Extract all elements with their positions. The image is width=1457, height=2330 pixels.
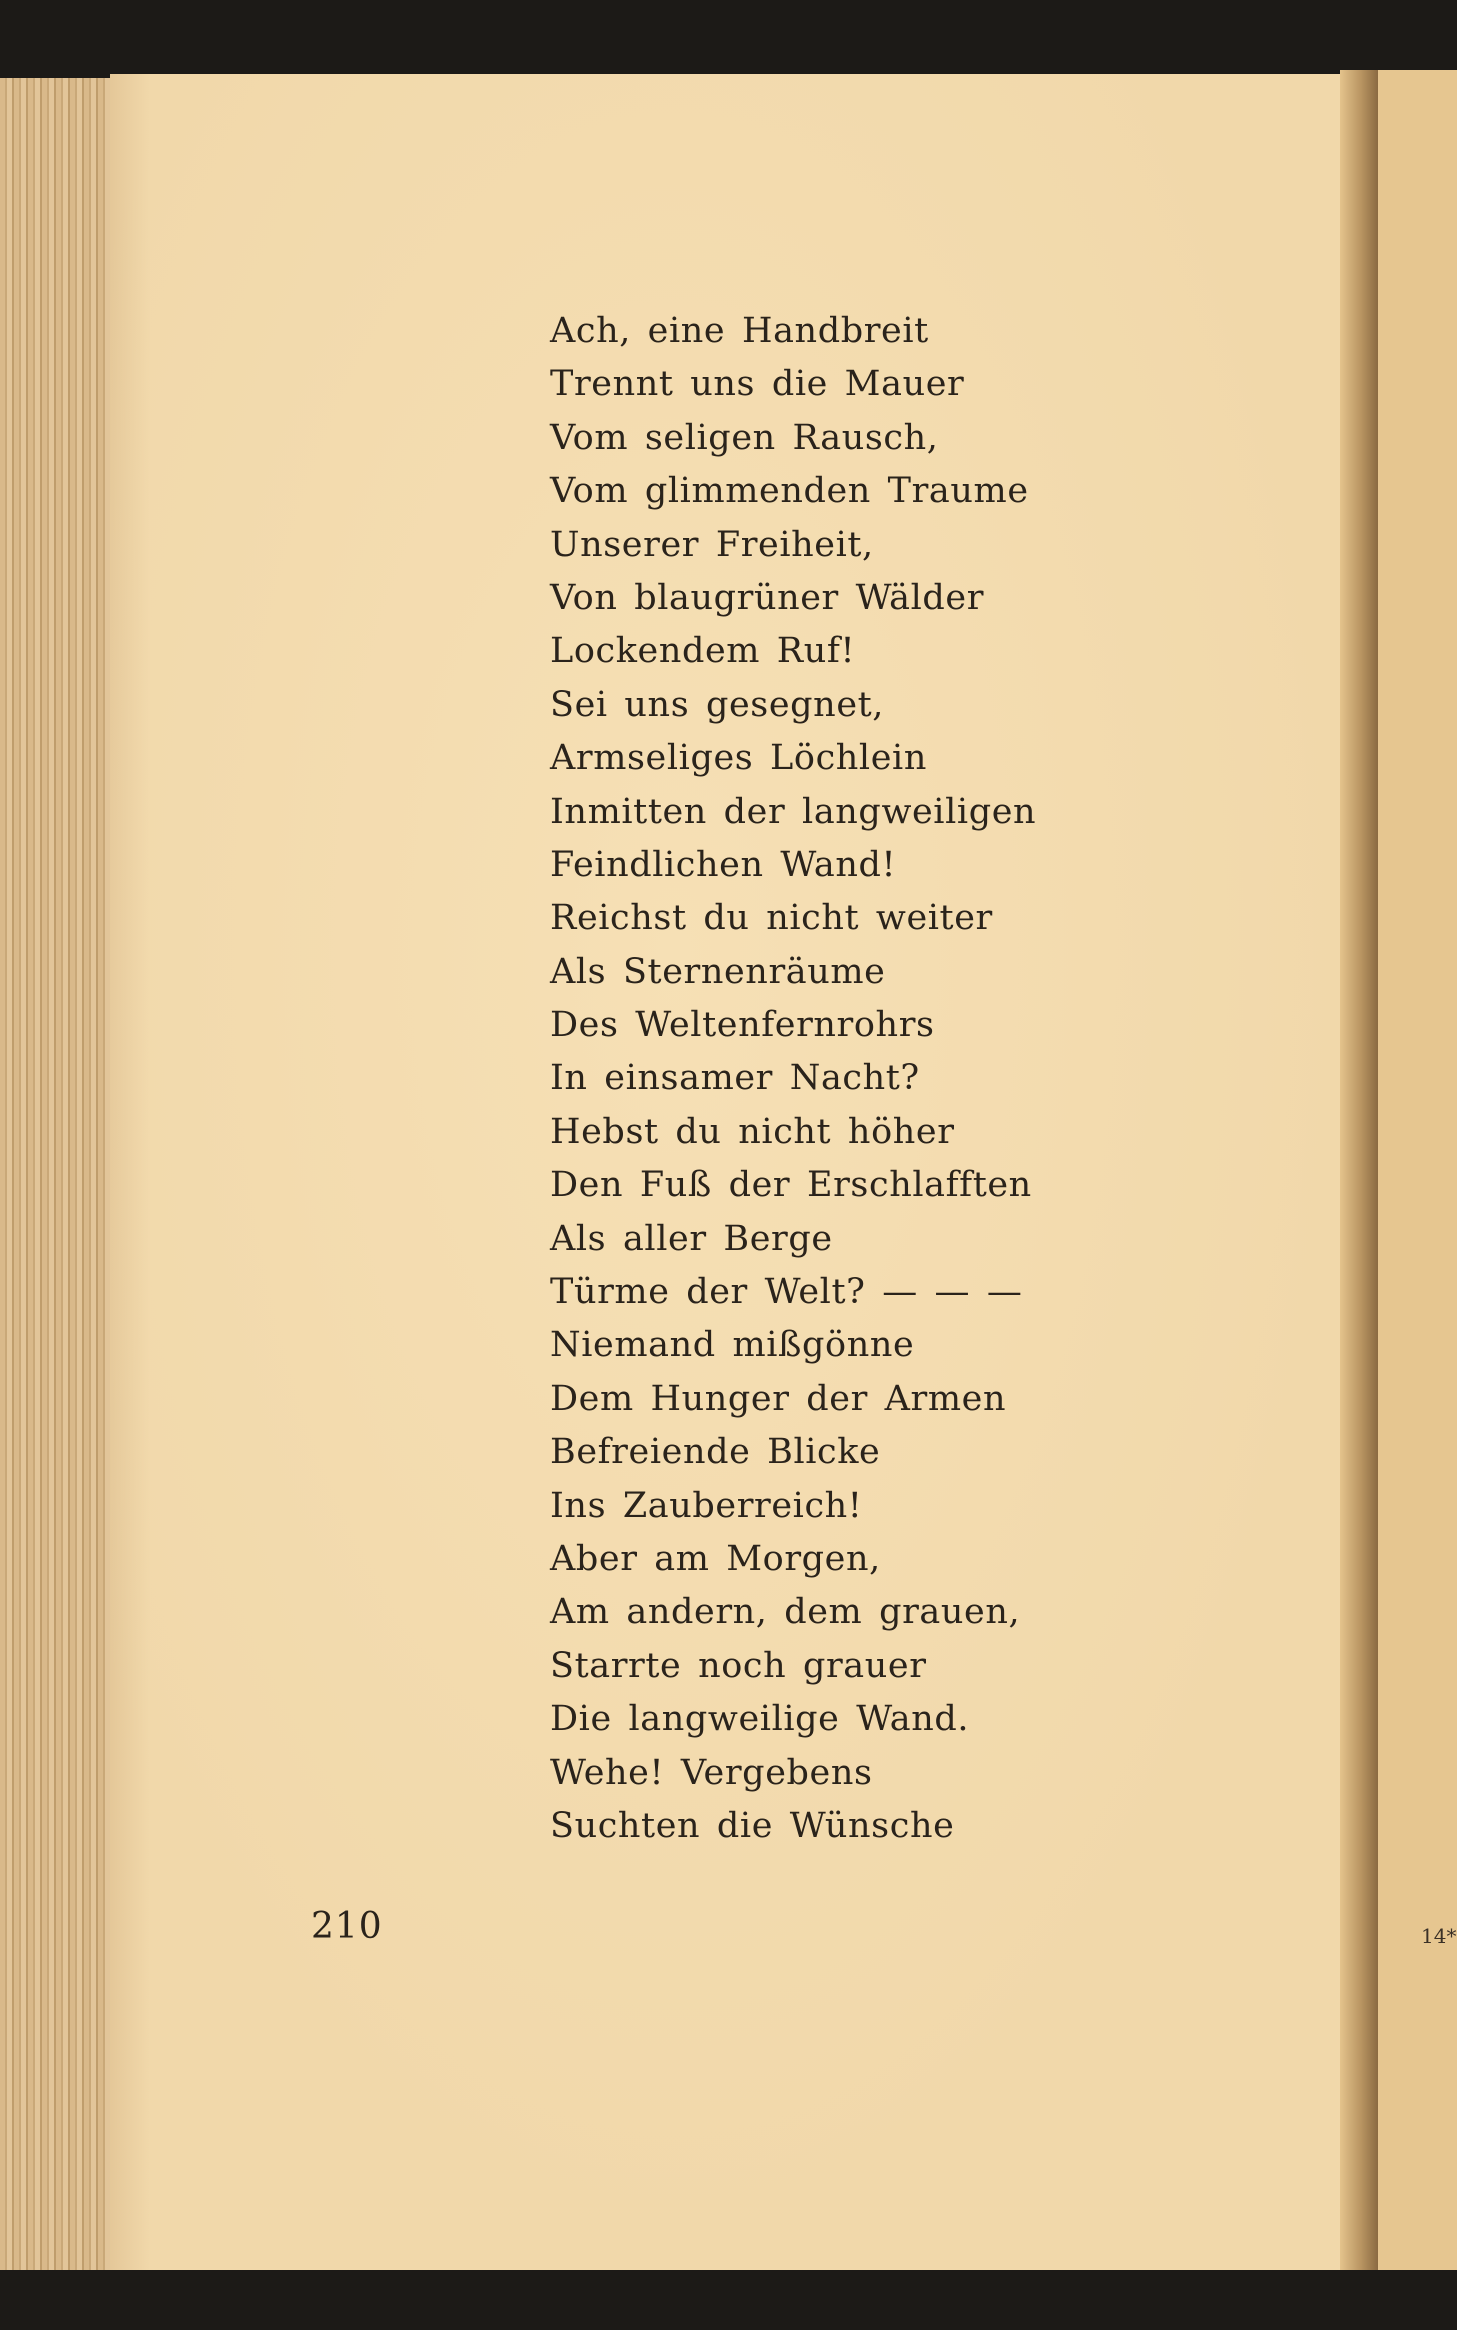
poem-line: Trennt uns die Mauer bbox=[550, 364, 965, 405]
poem-line: Die langweilige Wand. bbox=[550, 1699, 970, 1740]
poem-line: Niemand mißgönne bbox=[550, 1325, 915, 1366]
poem-line: Des Weltenfernrohrs bbox=[550, 1005, 935, 1046]
poem-line: Ach, eine Handbreit bbox=[550, 311, 929, 351]
poem-line: Am andern, dem grauen, bbox=[550, 1592, 1021, 1633]
poem-line: Reichst du nicht weiter bbox=[550, 898, 993, 939]
poem-line: Starrte noch grauer bbox=[550, 1645, 927, 1686]
poem-line: Vom glimmenden Traume bbox=[550, 471, 1029, 512]
scan-bottom-border bbox=[0, 2270, 1457, 2330]
poem-line: Hebst du nicht höher bbox=[550, 1111, 955, 1152]
facing-page-number: 14* bbox=[1421, 1924, 1457, 1948]
page-number: 210 bbox=[311, 1906, 383, 1947]
poem-line: Vom seligen Rausch, bbox=[550, 417, 939, 458]
poem-line: Inmitten der langweiligen bbox=[550, 791, 1037, 832]
poem-line: Sei uns gesegnet, bbox=[550, 684, 885, 725]
poem-line: Suchten die Wünsche bbox=[550, 1805, 955, 1846]
poem-line: Feindlichen Wand! bbox=[550, 844, 897, 885]
poem-line: Befreiende Blicke bbox=[550, 1432, 881, 1473]
poem-line: Armseliges Löchlein bbox=[550, 738, 927, 779]
poem-line: Von blaugrüner Wälder bbox=[550, 577, 985, 618]
poem-line: Den Fuß der Erschlafften bbox=[550, 1165, 1032, 1206]
book-gutter bbox=[1340, 70, 1378, 2280]
poem-line: Wehe! Vergebens bbox=[550, 1752, 873, 1793]
stacked-page-edges bbox=[0, 78, 120, 2278]
poem-line: Lockendem Ruf! bbox=[550, 631, 856, 672]
poem-line: Dem Hunger der Armen bbox=[550, 1378, 1007, 1419]
poem-line: Türme der Welt? — — — bbox=[550, 1272, 1023, 1313]
poem-line: Aber am Morgen, bbox=[550, 1538, 881, 1579]
poem-line: In einsamer Nacht? bbox=[550, 1058, 920, 1099]
poem-line: Als Sternenräume bbox=[550, 951, 886, 992]
poem-text bbox=[550, 305, 1310, 1853]
poem-line: Unserer Freiheit, bbox=[550, 524, 874, 565]
poem-line: Ins Zauberreich! bbox=[550, 1485, 863, 1526]
poem-line: Als aller Berge bbox=[550, 1218, 833, 1259]
